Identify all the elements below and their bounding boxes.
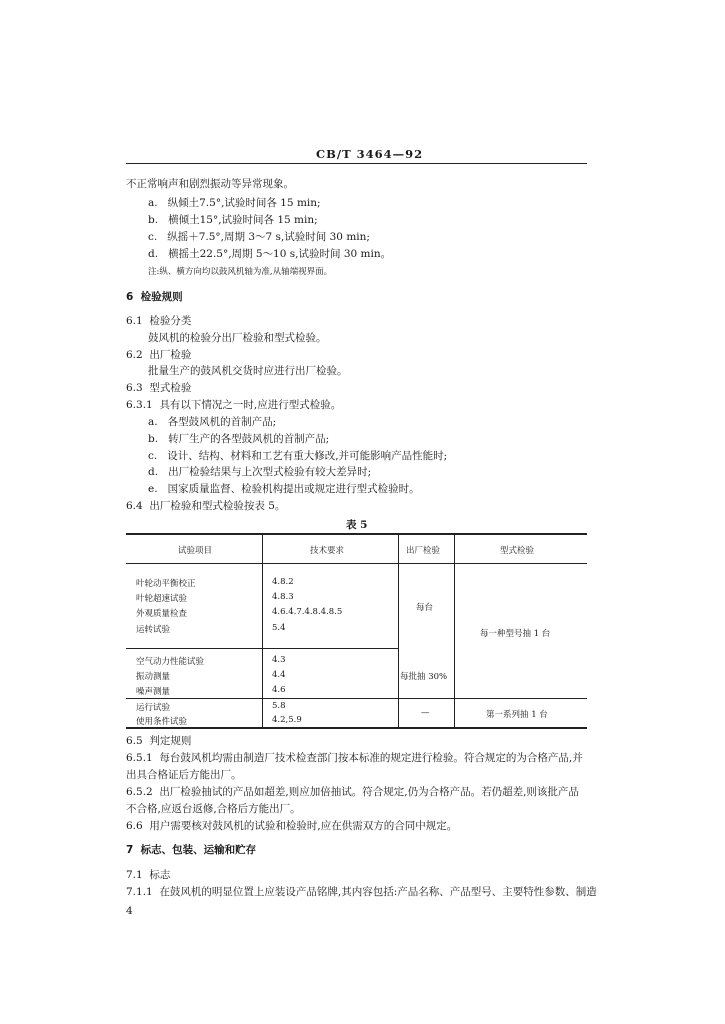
list-item: c. 纵摇＋7.5°,周期 3～7 s,试验时间 30 min; <box>148 231 370 243</box>
table-cell: — <box>421 708 430 718</box>
table-cell: 空气动力性能试验 <box>136 657 205 667</box>
clause-body: 不合格,应返台返修,合格后方能出厂。 <box>126 803 301 815</box>
table-cell: 4.8.3 <box>272 592 294 602</box>
clause-body: 批量生产的鼓风机交货时应进行出厂检验。 <box>148 365 348 377</box>
list-item: c. 设计、结构、材料和工艺有重大修改,并可能影响产品性能时; <box>148 450 448 462</box>
list-item: a. 纵倾土7.5°,试验时间各 15 min; <box>148 197 321 209</box>
list-item: b. 转厂生产的各型鼓风机的首制产品; <box>148 433 330 445</box>
table-cell: 运转试验 <box>136 625 171 635</box>
clause-heading: 6.5 判定规则 <box>126 735 192 747</box>
table-cell: 4.2,5.9 <box>272 715 302 725</box>
table-cell: 每批抽 30% <box>400 672 448 682</box>
table-cell: 噪声测量 <box>136 687 171 697</box>
table-cell: 5.4 <box>272 623 286 633</box>
table-cell: 每台 <box>416 603 434 613</box>
list-item: a. 各型鼓风机的首制产品; <box>148 416 277 428</box>
table-cell: 5.8 <box>272 701 286 711</box>
clause-heading: 6.3 型式检验 <box>126 382 192 394</box>
intro-line: 不正常响声和剧烈振动等异常现象。 <box>126 178 294 190</box>
table-cell: 每一种型号抽 1 台 <box>480 629 551 639</box>
page-number: 4 <box>126 905 133 917</box>
table-top-rule <box>126 533 587 535</box>
clause-heading: 6.2 出厂检验 <box>126 349 192 361</box>
list-item: d. 横摇土22.5°,周期 5～10 s,试验时间 30 min。 <box>148 248 392 260</box>
table-cell: 4.8.2 <box>272 577 294 587</box>
document-header: CB/T 3464—92 <box>316 147 424 161</box>
clause-body: 6.3.1 具有以下情况之一时,应进行型式检验。 <box>126 399 342 411</box>
table-cell: 叶轮动平衡校正 <box>136 579 196 589</box>
clause-body: 6.6 用户需要核对鼓风机的试验和检验时,应在供需双方的合同中规定。 <box>126 820 458 832</box>
clause-body: 出具合格证后方能出厂。 <box>126 769 242 781</box>
table-cell: 第一系列抽 1 台 <box>486 710 548 720</box>
table-caption: 表 5 <box>346 519 368 531</box>
table-cell: 使用条件试验 <box>136 717 188 727</box>
table-cell: 4.3 <box>272 655 286 665</box>
table-col-rule <box>262 533 263 728</box>
clause-body: 鼓风机的检验分出厂检验和型式检验。 <box>148 332 327 344</box>
note: 注:纵、横方向均以鼓风机轴为准,从轴端视界面。 <box>148 267 333 277</box>
table-cell: 4.6 <box>272 685 286 695</box>
table-col-rule <box>454 533 455 728</box>
table-header: 技术要求 <box>310 546 345 556</box>
clause-body: 6.5.1 每台鼓风机均需由制造厂技术检查部门按本标准的规定进行检验。符合规定的为合格产品,并 <box>126 752 583 764</box>
clause-body: 6.5.2 出厂检验抽试的产品如超差,则应加倍抽试。符合规定,仍为合格产品。若仍超差,则该批产品 <box>126 786 579 798</box>
table-header: 型式检验 <box>500 546 535 556</box>
clause-heading: 7.1 标志 <box>126 869 171 881</box>
clause-body: 6.4 出厂检验和型式检验按表 5。 <box>126 500 286 512</box>
list-item: e. 国家质量监督、检验机构提出或规定进行型式检验时。 <box>148 483 420 495</box>
section-heading: 7 标志、包装、运输和贮存 <box>126 844 257 856</box>
table-header: 试验项目 <box>178 546 213 556</box>
list-item: b. 横倾土15°,试验时间各 15 min; <box>148 214 318 226</box>
clause-heading: 6.1 检验分类 <box>126 315 192 327</box>
table-cell: 4.6.4.7.4.8.4.8.5 <box>272 607 343 617</box>
table-header-rule <box>126 563 587 564</box>
table-cell: 4.4 <box>272 670 286 680</box>
clause-body: 7.1.1 在鼓风机的明显位置上应装设产品铭牌,其内容包括:产品名称、产品型号、主要特性参数、制造 <box>126 886 597 898</box>
table-bottom-rule <box>126 727 587 729</box>
table-cell: 外观质量检查 <box>136 609 188 619</box>
table-cell: 叶轮超速试验 <box>136 594 188 604</box>
table-cell: 振动测量 <box>136 672 171 682</box>
section-heading: 6 检验规则 <box>126 291 183 303</box>
table-cell: 运行试验 <box>136 703 171 713</box>
table-group-rule <box>126 698 587 699</box>
header-rule <box>126 163 587 164</box>
table-col-rule <box>398 533 399 728</box>
table-header: 出厂检验 <box>406 546 441 556</box>
list-item: d. 出厂检验结果与上次型式检验有较大差异时; <box>148 466 372 478</box>
